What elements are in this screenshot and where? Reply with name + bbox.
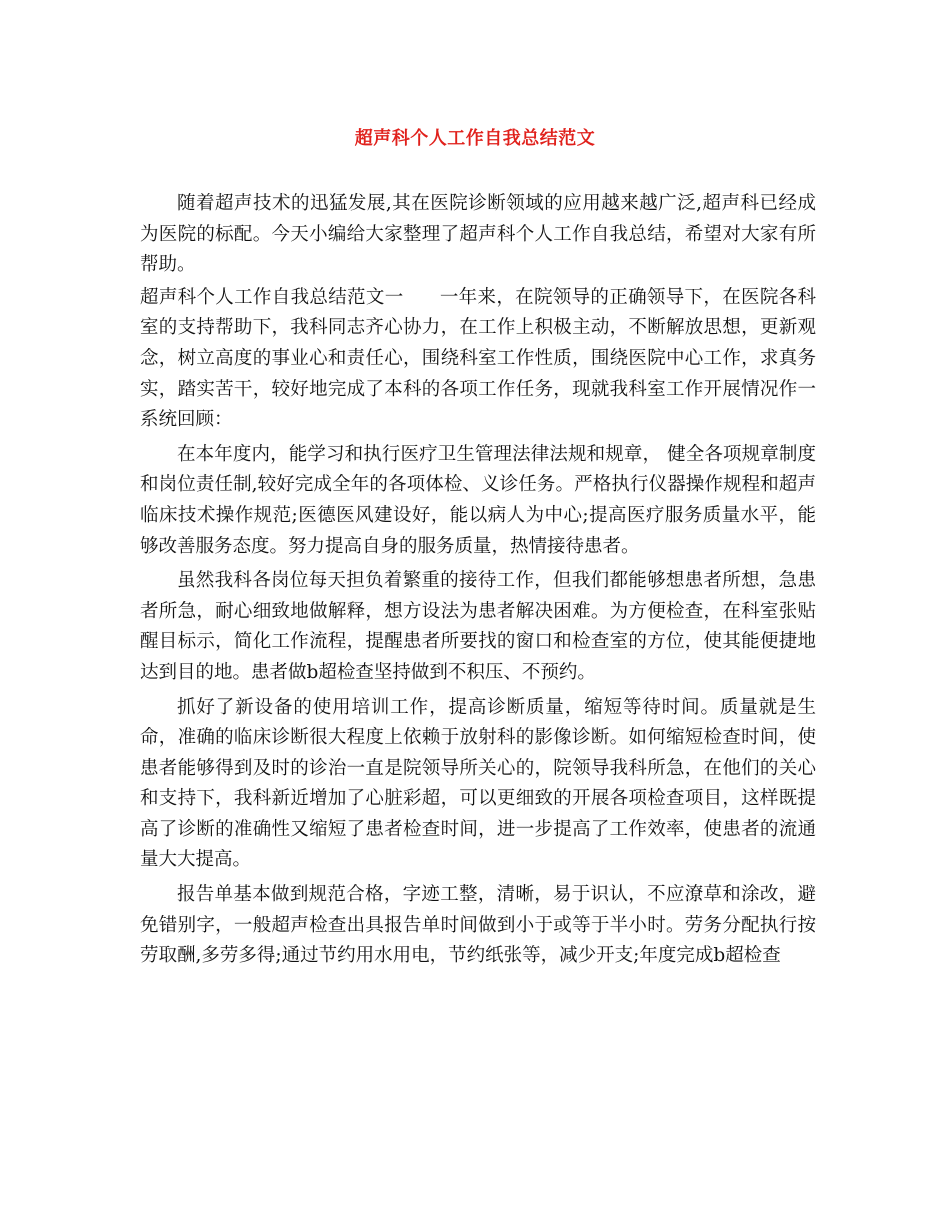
body-paragraph-4: 报告单基本做到规范合格，字迹工整，清晰，易于识认，不应潦草和涂改，避免错别字，一般超声检查出具报告单时间做到小于或等于半小时。劳务分配执行按劳取酬,多劳多得;通过节约用水用电，节约纸张等，减少开支;年度完成b超检查	[140, 884, 816, 967]
body-paragraph-2: 虽然我科各岗位每天担负着繁重的接待工作，但我们都能够想患者所想，急患者所急，耐心细致地做解释，想方设法为患者解决困难。为方便检查，在科室张贴醒目标示，简化工作流程，提醒患者所要找的窗口和检查室的方位，使其能便捷地达到目的地。患者做b超检查坚持做到不积压、不预约。	[140, 570, 816, 683]
section-lead-text: 一年来，在院领导的正确领导下，在医院各科室的支持帮助下，我科同志齐心协力，在工作上积极主动，不断解放思想，更新观念，树立高度的事业心和责任心，围绕科室工作性质，围绕医院中心工作，求真务实，踏实苦干，较好地完成了本科的各项工作任务，现就我科室工作开展情况作一系统回顾：	[140, 286, 816, 431]
body-paragraph-3: 抓好了新设备的使用培训工作，提高诊断质量，缩短等待时间。质量就是生命，准确的临床诊断很大程度上依赖于放射科的影像诊断。如何缩短检查时间，使患者能够得到及时的诊治一直是院领导所关心的，院领导我科所急，在他们的关心和支持下，我科新近增加了心脏彩超，可以更细致的开展各项检查项目，这样既提高了诊断的准确性又缩短了患者检查时间，进一步提高了工作效率，使患者的流通量大大提高。	[140, 696, 816, 871]
document-body	[140, 189, 816, 972]
section-heading: 超声科个人工作自我总结范文一	[140, 286, 404, 308]
intro-paragraph: 随着超声技术的迅猛发展,其在医院诊断领域的应用越来越广泛,超声科已经成为医院的标配。今天小编给大家整理了超声科个人工作自我总结，希望对大家有所帮助。	[140, 193, 816, 276]
body-paragraph-1: 在本年度内，能学习和执行医疗卫生管理法律法规和规章， 健全各项规章制度和岗位责任制,较好完成全年的各项体检、义诊任务。严格执行仪器操作规程和超声临床技术操作规范;医德医风建设好，能以病人为中心;提高医疗服务质量水平，能够改善服务态度。努力提高自身的服务质量，热情接待患者。	[140, 443, 816, 557]
document-title: 超声科个人工作自我总结范文	[354, 128, 596, 149]
section-paragraph	[140, 283, 816, 436]
